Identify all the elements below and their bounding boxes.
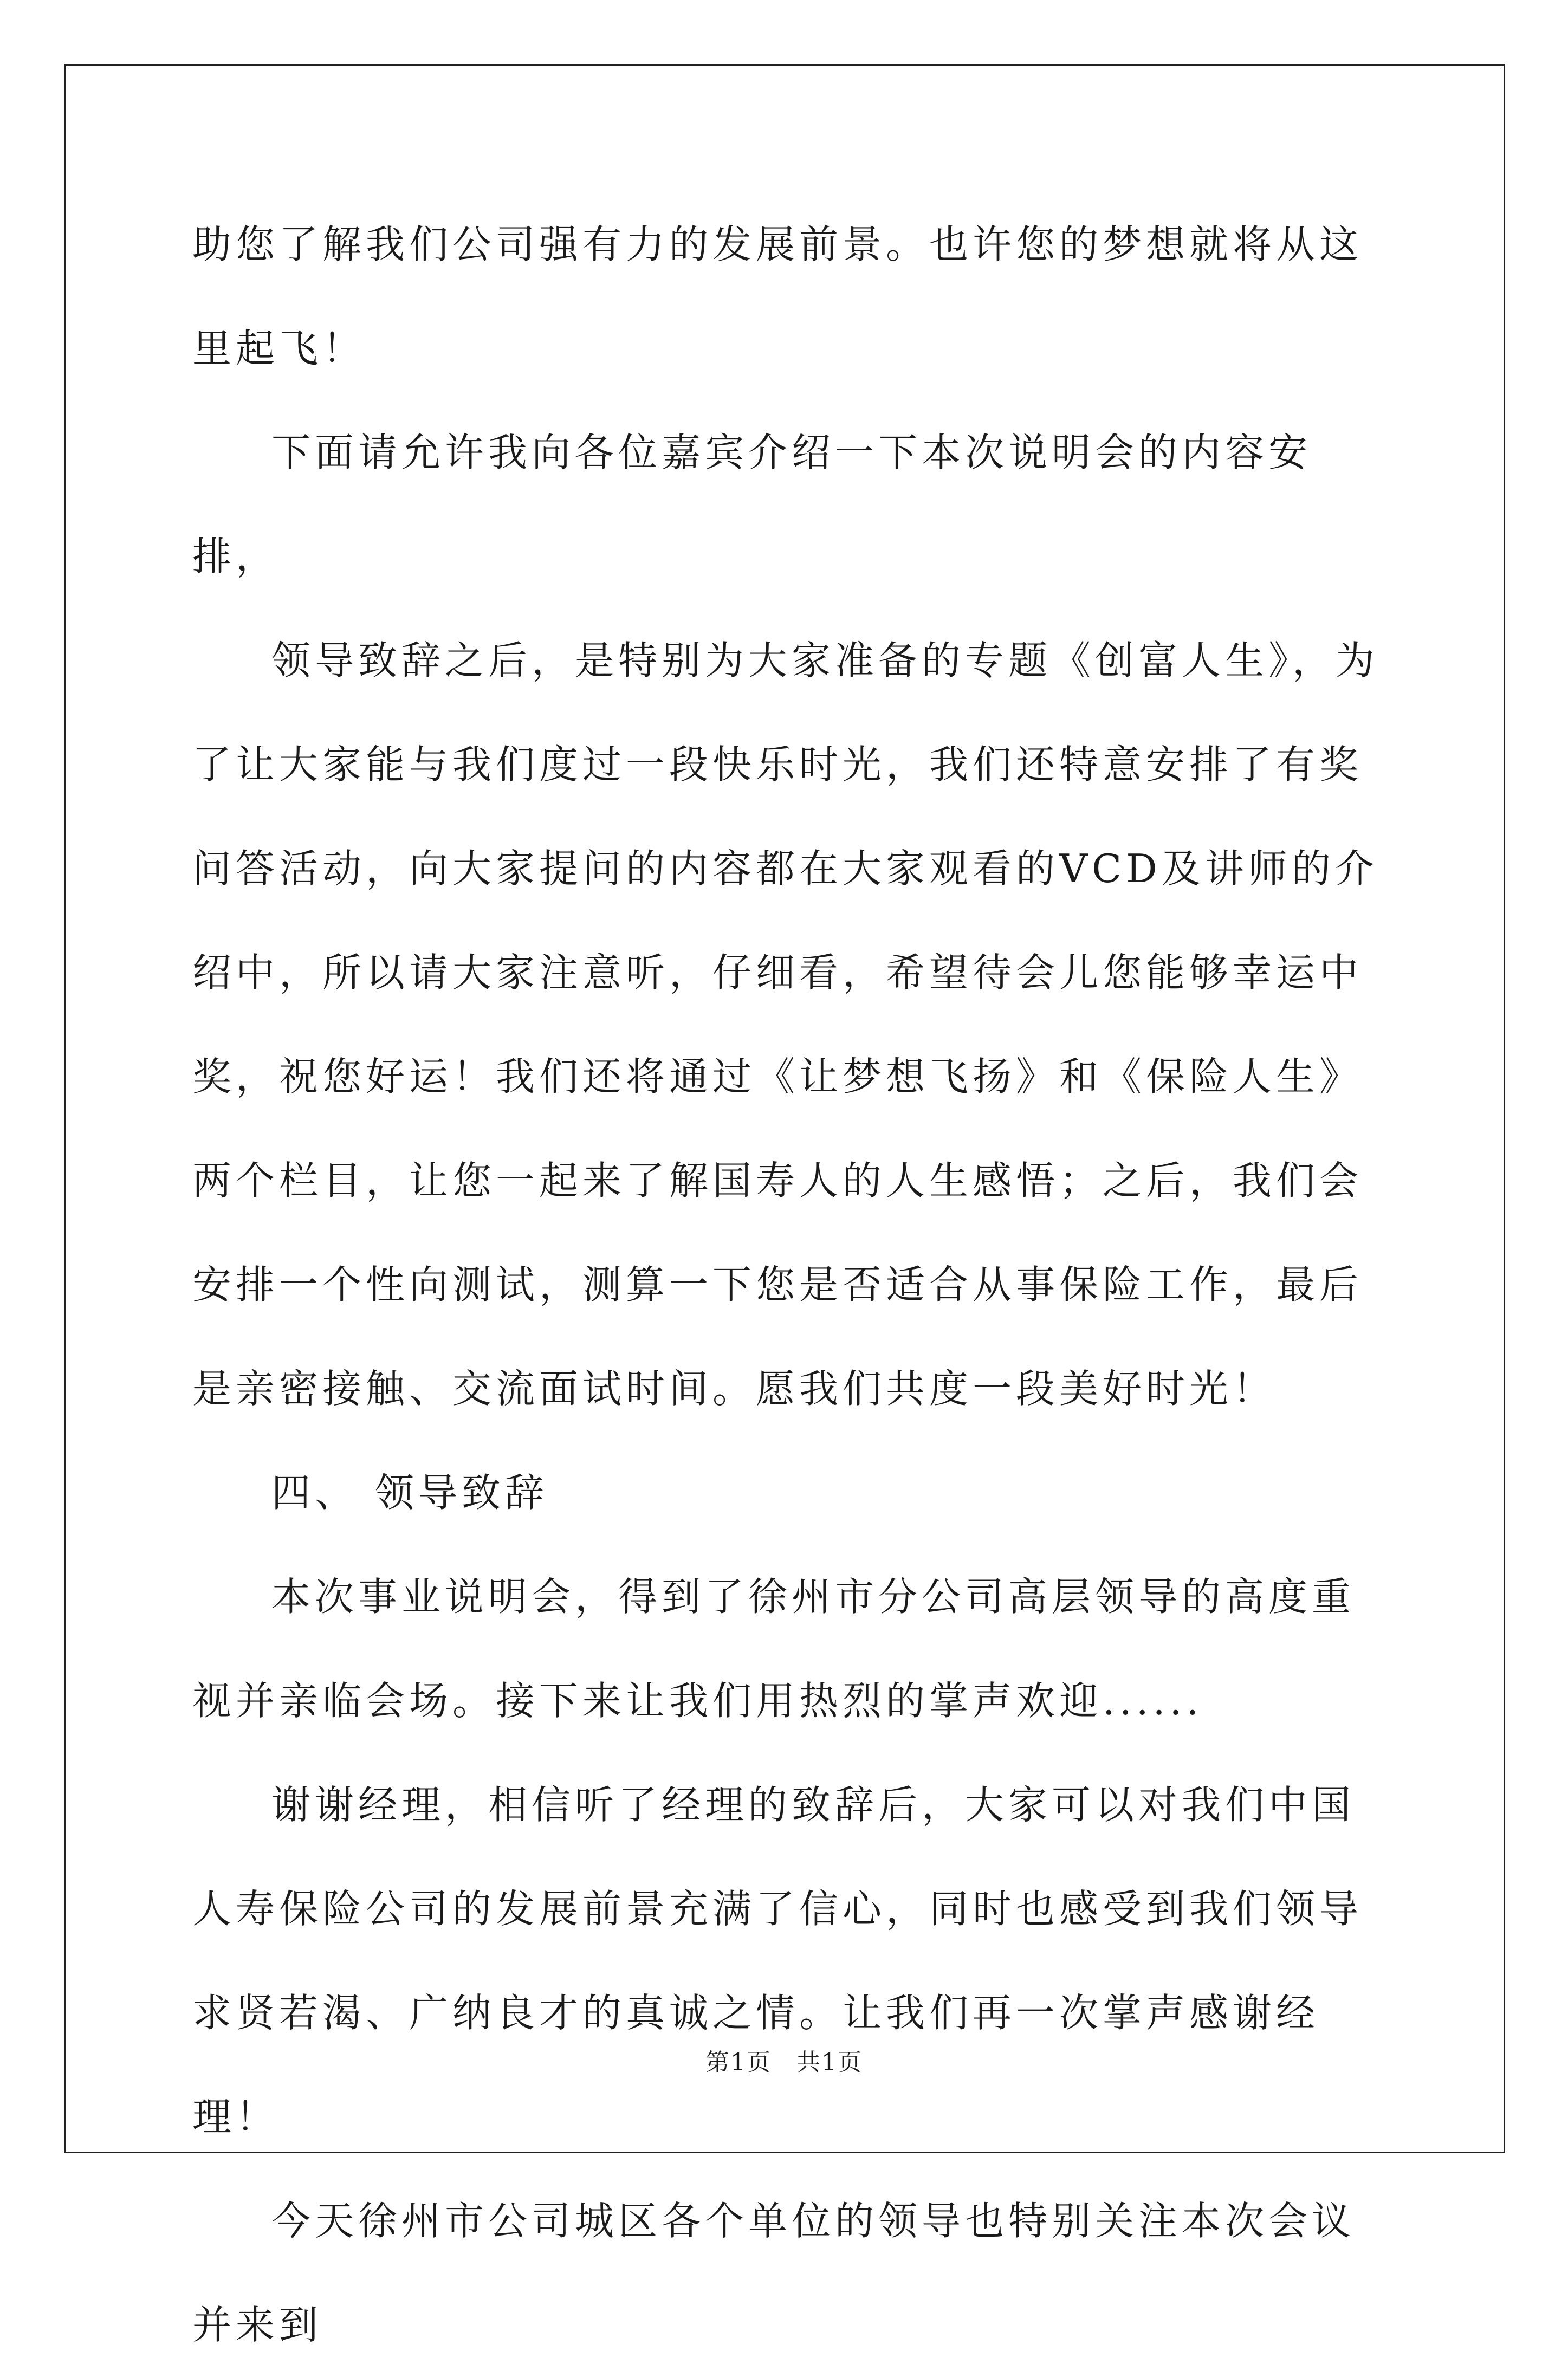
section-heading: 四、 领导致辞: [271, 1470, 548, 1515]
paragraph-5: 本次事业说明会，得到了徐州市分公司高层领导的高度重视并亲临会场。接下来让我们用热烈的掌声欢迎......: [192, 1574, 1356, 1724]
paragraph-2: 下面请允许我向各位嘉宾介绍一下本次说明会的内容安排，: [192, 430, 1312, 579]
paragraph-6: 谢谢经理，相信听了经理的致辞后，大家可以对我们中国人寿保险公司的发展前景充满了信心，同时也感受到我们领导求贤若渴、广纳良才的真诚之情。让我们再一次掌声感谢经理！: [192, 1782, 1363, 2140]
paragraph-1: 助您了解我们公司强有力的发展前景。也许您的梦想就将从这里起飞！: [192, 222, 1363, 371]
page-number: 第1页 共1页: [705, 2049, 863, 2076]
paragraph-7: 今天徐州市公司城区各个单位的领导也特别关注本次会议并来到: [192, 2198, 1356, 2348]
paragraph-3: 领导致辞之后，是特别为大家准备的专题《创富人生》，为了让大家能与我们度过一段快乐时光，我们还特意安排了有奖问答活动，向大家提问的内容都在大家观看的VCD及讲师的介绍中，所以请大家注意听，仔细看，希望待会儿您能够幸运中奖，祝您好运！我们还将通过《让梦想飞扬》和《保险人生》两个栏目，让您一起来了解国寿人的人生感悟；之后，我们会安排一个性向测试，测算一下您是否适合从事保险工作，最后是亲密接触、交流面试时间。愿我们共度一段美好时光！: [192, 638, 1379, 1411]
